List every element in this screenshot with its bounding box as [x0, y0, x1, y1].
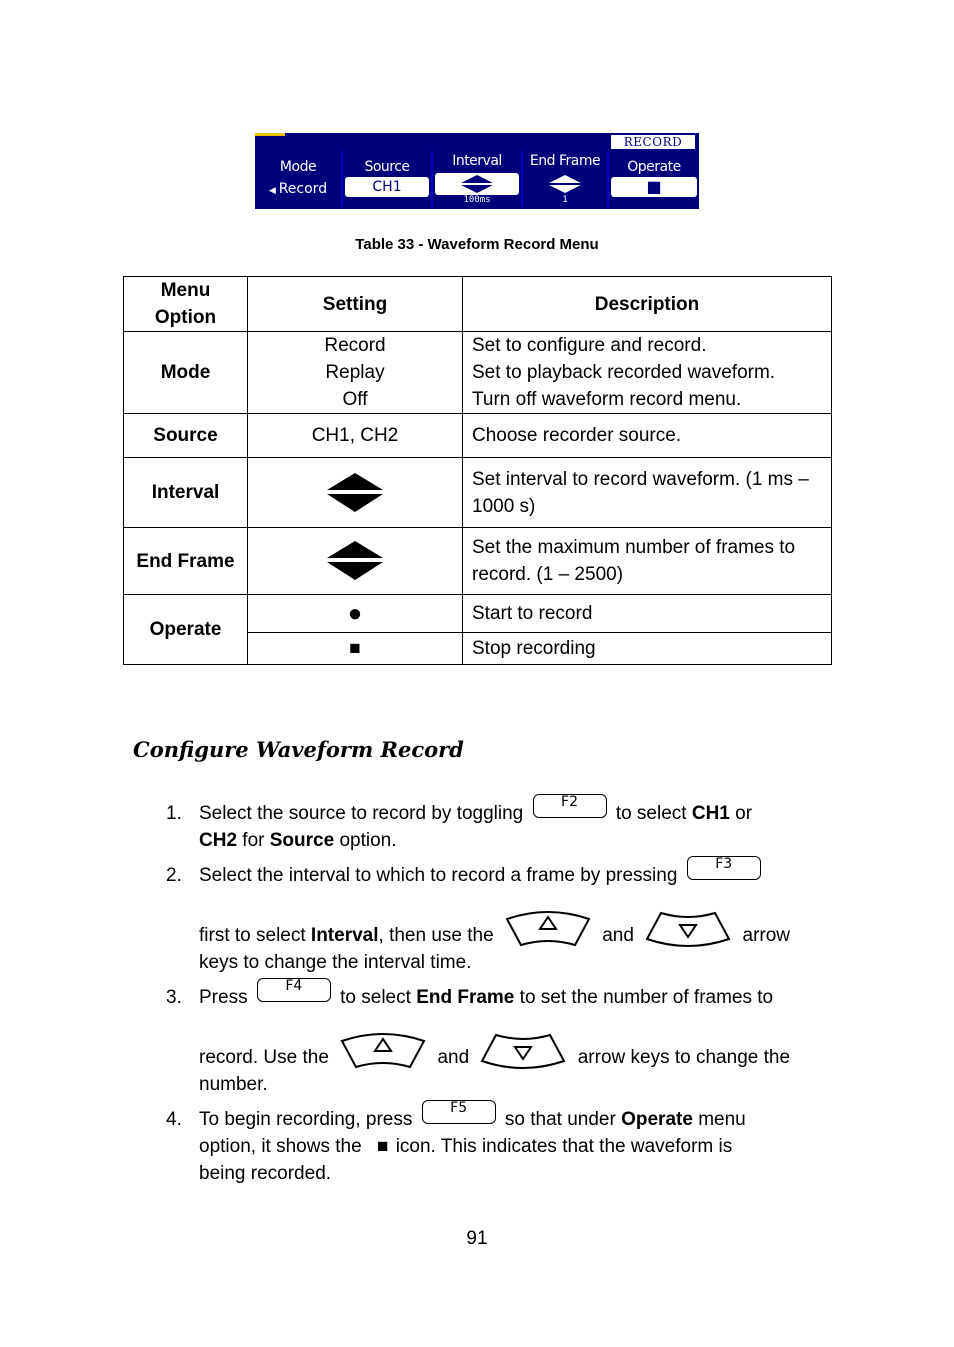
scope-source-value: CH1 — [345, 177, 429, 197]
header-menu-option: Menu Option — [124, 277, 248, 332]
down-arrow-key-icon — [645, 909, 731, 949]
step-bold-text: CH2 — [199, 830, 238, 851]
step-text: arrow — [742, 925, 791, 946]
table-row — [124, 332, 832, 414]
step-text: Select the interval to which to record a frame by pressing — [199, 865, 678, 886]
description-mode-replay: Set to playback recorded waveform. — [472, 362, 776, 383]
scope-interval-label: Interval — [452, 153, 502, 169]
step-bold-text: CH1 — [691, 803, 730, 824]
scope-endframe-arrows-icon — [523, 173, 607, 195]
step-number: 3. — [166, 987, 182, 1008]
setting-source: CH1, CH2 — [248, 414, 463, 458]
setting-mode-replay: Replay — [325, 362, 385, 383]
step-text: to select — [615, 803, 692, 824]
setting-operate-start: ● — [248, 595, 463, 633]
description-source: Choose recorder source. — [463, 414, 832, 458]
description-operate-start: Start to record — [463, 595, 832, 633]
step-text: keys to change the interval time. — [199, 952, 472, 973]
step-text: menu — [692, 1109, 746, 1130]
page-number: 91 — [466, 1228, 488, 1249]
step-text: first to select — [199, 925, 311, 946]
option-end-frame: End Frame — [124, 528, 248, 595]
scope-record-badge: RECORD — [611, 135, 695, 149]
header-description: Description — [463, 277, 832, 332]
description-mode-off: Turn off waveform record menu. — [472, 389, 742, 410]
step-4 — [166, 1100, 806, 1187]
step-text: icon. This indicates that the waveform is — [395, 1136, 733, 1157]
step-1 — [166, 794, 806, 854]
setting-end-frame — [248, 528, 463, 595]
step-bold-text: End Frame — [416, 987, 515, 1008]
step-bold-text: Interval — [310, 925, 379, 946]
scope-mode-cell — [255, 151, 341, 207]
table-row — [124, 595, 832, 633]
table-row — [124, 414, 832, 458]
option-mode: Mode — [124, 332, 248, 414]
scope-left-arrow-icon: ◀ — [268, 186, 279, 196]
up-arrow-key-icon — [340, 1031, 426, 1071]
table-header-row — [124, 277, 832, 332]
step-bold-text: Operate — [621, 1109, 693, 1130]
step-text: option, it shows the — [199, 1136, 362, 1157]
scope-mode-value: Record — [278, 181, 328, 197]
step-text: or — [729, 803, 753, 824]
step-text: and — [437, 1047, 470, 1068]
scope-interval-value: 100ms — [463, 195, 491, 205]
scope-endframe-value: 1 — [562, 195, 568, 205]
scope-endframe-cell — [523, 151, 607, 207]
setting-mode — [248, 332, 463, 414]
option-interval: Interval — [124, 458, 248, 528]
f3-key-icon: F3 — [687, 856, 761, 880]
scope-interval-cell — [433, 151, 521, 207]
scope-source-label: Source — [364, 159, 410, 175]
scope-marker — [255, 133, 285, 136]
scope-operate-cell — [609, 151, 699, 207]
setting-mode-record: Record — [324, 335, 386, 356]
step-text: Press — [199, 987, 248, 1008]
table-row — [124, 458, 832, 528]
down-arrow-key-icon — [480, 1031, 566, 1071]
step-text: record. Use the — [199, 1047, 329, 1068]
step-text: being recorded. — [199, 1163, 332, 1184]
step-number: 2. — [166, 865, 182, 886]
step-text: to set the number of frames to — [514, 987, 774, 1008]
scope-endframe-label: End Frame — [529, 153, 601, 169]
step-text: arrow keys to change the — [577, 1047, 791, 1068]
table-caption: Table 33 - Waveform Record Menu — [355, 236, 599, 253]
step-number: 4. — [166, 1109, 182, 1130]
scope-source-cell — [343, 151, 431, 207]
setting-operate-stop: ■ — [248, 633, 463, 665]
step-3 — [166, 978, 806, 1098]
step-text: so that under — [504, 1109, 622, 1130]
step-2 — [166, 856, 806, 976]
description-operate-stop: Stop recording — [463, 633, 832, 665]
section-title: Configure Waveform Record — [133, 737, 464, 762]
step-text: and — [602, 925, 634, 946]
option-operate: Operate — [124, 595, 248, 665]
description-interval: Set interval to record waveform. (1 ms – 1000 s) — [463, 458, 832, 528]
step-text: for — [237, 830, 270, 851]
up-arrow-key-icon — [505, 909, 591, 949]
f2-key-icon: F2 — [533, 794, 607, 818]
step-number: 1. — [166, 803, 182, 824]
option-source: Source — [124, 414, 248, 458]
header-setting: Setting — [248, 277, 463, 332]
f4-key-icon: F4 — [257, 978, 331, 1002]
table-row — [124, 528, 832, 595]
steps-list — [166, 794, 806, 1187]
scope-operate-value: ■ — [611, 177, 697, 197]
step-text: option. — [334, 830, 397, 851]
record-menu-table — [123, 276, 832, 665]
step-text: Select the source to record by toggling — [199, 803, 524, 824]
description-mode — [463, 332, 832, 414]
f5-key-icon: F5 — [422, 1100, 496, 1124]
step-bold-text: Source — [269, 830, 335, 851]
scope-interval-arrows-icon — [435, 173, 519, 195]
up-down-arrows-icon — [325, 539, 385, 583]
step-text: , then use the — [378, 925, 494, 946]
up-down-arrows-icon — [325, 471, 385, 515]
scope-mode-label: Mode — [279, 159, 317, 175]
scope-operate-label: Operate — [627, 159, 681, 175]
step-text: to select — [340, 987, 417, 1008]
setting-mode-off: Off — [342, 389, 368, 410]
stop-square-icon: ■ — [376, 1136, 389, 1157]
scope-record-menu-image — [255, 133, 699, 209]
step-text: To begin recording, press — [199, 1109, 413, 1130]
step-text: number. — [199, 1074, 268, 1095]
description-mode-record: Set to configure and record. — [472, 335, 707, 356]
setting-interval — [248, 458, 463, 528]
description-end-frame: Set the maximum number of frames to record. (1 – 2500) — [463, 528, 832, 595]
